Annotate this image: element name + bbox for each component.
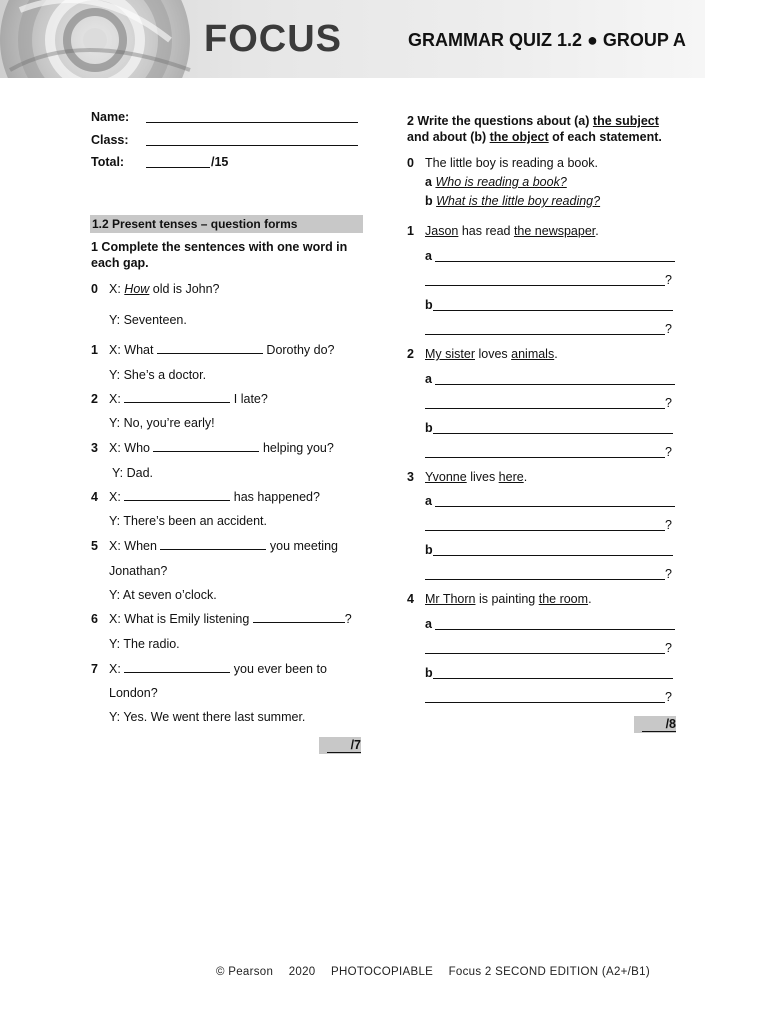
answer-b-line-2[interactable] [425, 322, 665, 335]
question-prefix: X: [109, 490, 125, 504]
ex2-example-answer-b [425, 194, 600, 208]
question-mark: ? [665, 396, 672, 410]
statement-verb: lives [466, 470, 499, 484]
answer-a-line[interactable] [435, 617, 675, 630]
ex2-score: /8 [642, 717, 676, 732]
ex1-item-question [109, 441, 334, 455]
answer-b-line[interactable] [433, 298, 673, 311]
ex2-score-box[interactable] [634, 716, 676, 733]
class-field[interactable] [146, 133, 358, 146]
total-field[interactable] [146, 155, 210, 168]
ex1-item-question [109, 490, 320, 504]
instruction-text: 2 Write the questions about (a) [407, 114, 593, 128]
question-suffix: ? [344, 612, 352, 626]
statement-subject: My sister [425, 347, 475, 361]
statement-object: the room [538, 592, 589, 606]
answer-a-label: a [425, 617, 432, 631]
ex1-instruction-line2: each gap. [91, 256, 149, 270]
ex1-item-reply: Y: Dad. [112, 466, 153, 480]
answer-a-label: a [425, 494, 432, 508]
answer-gap[interactable] [253, 622, 345, 623]
ex2-item-number: 4 [407, 592, 414, 606]
name-field[interactable] [146, 110, 358, 123]
ex2-item-statement [425, 592, 592, 606]
ex2-instruction-line2 [407, 130, 662, 144]
answer-b-label: b [425, 298, 433, 312]
ex1-item-question-continued: Jonathan? [109, 564, 168, 578]
answer-gap[interactable] [157, 353, 263, 354]
question-suffix: you ever been to [230, 662, 327, 676]
ex2-instruction-line1 [407, 114, 659, 128]
answer-gap[interactable] [124, 500, 230, 501]
question-mark: ? [665, 322, 672, 336]
ex1-item-number: 4 [91, 490, 98, 504]
answer-b-label: b [425, 666, 433, 680]
answer-b-line[interactable] [433, 421, 673, 434]
ex2-example-answer-a [425, 175, 567, 189]
answer-a-line-2[interactable] [425, 518, 665, 531]
ex1-item-reply: Y: At seven o’clock. [109, 588, 217, 602]
example-answer: How [124, 282, 150, 296]
answer-gap[interactable] [124, 402, 230, 403]
ex2-item-number: 1 [407, 224, 414, 238]
question-prefix: X: What [109, 343, 157, 357]
statement-object: here [498, 470, 524, 484]
ex1-item-number: 5 [91, 539, 98, 553]
question-mark: ? [665, 518, 672, 532]
answer-b-line-2[interactable] [425, 690, 665, 703]
answer-a-label: a [425, 372, 432, 386]
question-suffix: has happened? [230, 490, 320, 504]
question-mark: ? [665, 273, 672, 287]
answer-a-line[interactable] [435, 494, 675, 507]
statement-subject: Mr Thorn [425, 592, 476, 606]
statement-end: . [595, 224, 599, 238]
statement-subject: Jason [425, 224, 459, 238]
answer-b-line[interactable] [433, 666, 673, 679]
ex1-item-question [109, 612, 352, 626]
ex1-score-box[interactable] [319, 737, 361, 754]
focus-logo-swirl-icon [0, 0, 200, 78]
question-prefix: X: Who [109, 441, 154, 455]
footer-copyright: © Pearson [216, 966, 274, 978]
ex1-item-reply: Y: Yes. We went there last summer. [109, 710, 306, 724]
footer-edition: Focus 2 SECOND EDITION (A2+/B1) [448, 966, 650, 978]
footer-photocopiable: PHOTOCOPIABLE [331, 966, 434, 978]
question-suffix: Dorothy do? [262, 343, 335, 357]
ex2-item-number: 2 [407, 347, 414, 361]
instruction-text: of each statement. [548, 130, 662, 144]
answer-b-line-2[interactable] [425, 567, 665, 580]
ex1-item-reply: Y: There’s been an accident. [109, 514, 267, 528]
ex1-item-reply: Y: The radio. [109, 637, 180, 651]
instruction-object: the object [489, 130, 549, 144]
ex2-example-statement: The little boy is reading a book. [425, 156, 599, 170]
ex2-item-number: 3 [407, 470, 414, 484]
ex1-item-reply: Y: No, you’re early! [109, 416, 215, 430]
answer-label: a [425, 175, 436, 189]
answer-gap[interactable] [124, 672, 230, 673]
ex2-example-number: 0 [407, 156, 414, 170]
question-mark: ? [665, 567, 672, 581]
ex1-item-number: 1 [91, 343, 98, 357]
question-prefix: X: [109, 392, 125, 406]
ex1-item-question [109, 539, 338, 553]
statement-verb: has read [458, 224, 514, 238]
question-prefix: X: [109, 662, 125, 676]
question-suffix: I late? [230, 392, 268, 406]
statement-object: animals [511, 347, 555, 361]
answer-gap[interactable] [153, 451, 259, 452]
example-prefix: X: [109, 282, 125, 296]
total-label: Total: [91, 155, 125, 169]
question-suffix: you meeting [266, 539, 338, 553]
answer-b-line-2[interactable] [425, 445, 665, 458]
instruction-subject: the subject [592, 114, 659, 128]
ex2-item-statement [425, 347, 558, 361]
answer-a-line[interactable] [435, 372, 675, 385]
total-max: /15 [211, 155, 229, 169]
answer-b-label: b [425, 421, 433, 435]
question-prefix: X: When [109, 539, 161, 553]
question-suffix: helping you? [259, 441, 334, 455]
question-mark: ? [665, 445, 672, 459]
section-title: 1.2 Present tenses – question forms [90, 215, 363, 233]
statement-verb: is painting [475, 592, 539, 606]
ex1-instruction-line1: 1 Complete the sentences with one word in [91, 240, 348, 254]
answer-a-line-2[interactable] [425, 641, 665, 654]
ex2-item-statement [425, 224, 599, 238]
ex1-item-question [109, 343, 335, 357]
ex1-example-question [109, 282, 220, 296]
page-footer [216, 966, 662, 978]
ex1-item-reply: Y: She’s a doctor. [109, 368, 207, 382]
ex2-item-statement [425, 470, 527, 484]
ex1-example-number: 0 [91, 282, 98, 296]
statement-object: the newspaper [513, 224, 596, 238]
question-prefix: X: What is Emily listening [109, 612, 253, 626]
ex1-item-number: 3 [91, 441, 98, 455]
ex1-item-question-continued: London? [109, 686, 158, 700]
statement-verb: loves [475, 347, 512, 361]
footer-year: 2020 [288, 966, 316, 978]
name-label: Name: [91, 110, 130, 124]
answer-a-line[interactable] [435, 249, 675, 262]
ex1-item-question [109, 392, 268, 406]
statement-end: . [523, 470, 528, 484]
ex1-item-number: 7 [91, 662, 98, 676]
statement-subject: Yvonne [425, 470, 467, 484]
ex1-item-number: 2 [91, 392, 98, 406]
class-label: Class: [91, 133, 129, 147]
question-mark: ? [665, 641, 672, 655]
question-mark: ? [665, 690, 672, 704]
ex1-score: /7 [327, 738, 361, 753]
answer-label: b [425, 194, 437, 208]
answer-a-label: a [425, 249, 432, 263]
statement-end: . [588, 592, 592, 606]
answer-b-line[interactable] [433, 543, 673, 556]
ex1-item-question [109, 662, 327, 676]
answer-text: Who is reading a book? [435, 175, 567, 189]
instruction-text: and about (b) [407, 130, 490, 144]
answer-a-line-2[interactable] [425, 396, 665, 409]
statement-end: . [554, 347, 558, 361]
answer-text: What is the little boy reading? [436, 194, 601, 208]
ex1-example-reply: Y: Seventeen. [109, 313, 187, 327]
page-header [0, 0, 705, 78]
answer-a-line-2[interactable] [425, 273, 665, 286]
example-suffix: old is John? [149, 282, 220, 296]
answer-gap[interactable] [160, 549, 266, 550]
ex1-item-number: 6 [91, 612, 98, 626]
answer-b-label: b [425, 543, 433, 557]
quiz-title: GRAMMAR QUIZ 1.2 ● GROUP A [408, 30, 686, 50]
focus-logo: FOCUS [204, 18, 342, 60]
